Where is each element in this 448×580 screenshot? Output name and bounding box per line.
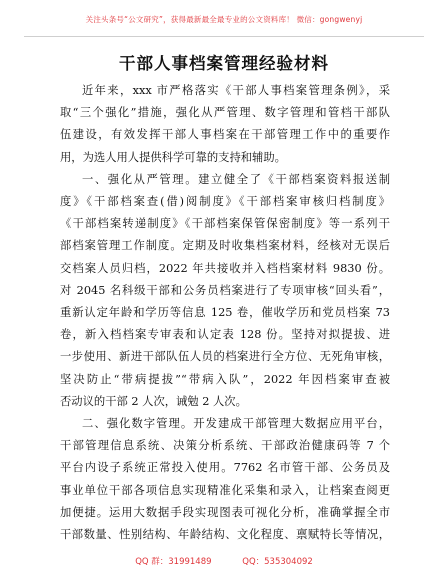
header-divider	[24, 36, 424, 37]
body-line: 否动议的干部 2 人次，诫勉 2 人次。	[60, 394, 247, 408]
body-line: 干部管理信息系统、决策分析系统、干部政治健康码等 7 个	[60, 439, 390, 453]
body-line: 坚决防止“带病提拔”“带病入队”，2022 年因档案审查被	[60, 372, 390, 386]
body-line: 度》《干部档案查(借)阅制度》《干部档案审核归档制度》	[60, 195, 390, 208]
body-line: 取“三个强化”措施，强化从严管理、数字管理和管档干部队	[60, 106, 390, 120]
footer-qq-group: QQ 群：31991489	[135, 557, 212, 567]
body-line: 交档案人员归档，2022 年共接收并入档档案材料 9830 份。	[60, 261, 390, 275]
body-line: 用，为选人用人提供科学可靠的支持和辅助。	[60, 150, 286, 164]
body-line: 部档案管理工作制度。定期及时收集档案材料，经核对无误后	[60, 239, 390, 253]
document-title: 干部人事档案管理经验材料	[119, 54, 329, 73]
body-line: 对 2045 名科级干部和公务员档案进行了专项审核“回头看”，	[60, 283, 390, 297]
header-notice: 关注头条号“公文研究”，获得最新最全最专业的公文资料库！ 微信：gongwenyj	[85, 15, 363, 24]
footer-contact	[0, 555, 448, 567]
body-line: 近年来，xxx 市严格落实《干部人事档案管理条例》，采	[82, 84, 390, 97]
body-line: 一、强化从严管理。建立健全了《干部档案资料报送制	[82, 172, 390, 186]
body-line: 重新认定年龄和学历等信息 125 卷，催收学历和党员档案 73	[60, 306, 390, 319]
body-line: 平台内设子系统正常投入使用。7762 名市管干部、公务员及	[60, 461, 390, 475]
body-line: 《干部档案转递制度》《干部档案保管保密制度》等一系列干	[60, 217, 390, 231]
body-line: 干部数量、性别结构、年龄结构、文化程度、禀赋特长等情况，	[60, 528, 390, 541]
body-line: 一步使用、新进干部队伍人员的档案进行全方位、无死角审核，	[60, 350, 390, 364]
footer-qq: QQ：535304092	[242, 557, 313, 567]
body-line: 事业单位干部各项信息实现精准化采集和录入，让档案查阅更	[60, 483, 390, 497]
body-line: 加便捷。运用大数据手段实现图表可视化分析，准确掌握全市	[60, 505, 390, 519]
body-line: 卷，新入档档案专审表和认定表 128 份。坚持对拟提拔、进	[60, 328, 390, 342]
body-line: 伍建设，有效发挥干部人事档案在干部管理工作中的重要作	[60, 128, 390, 142]
body-line: 二、强化数字管理。开发建成干部管理大数据应用平台，	[82, 417, 390, 430]
